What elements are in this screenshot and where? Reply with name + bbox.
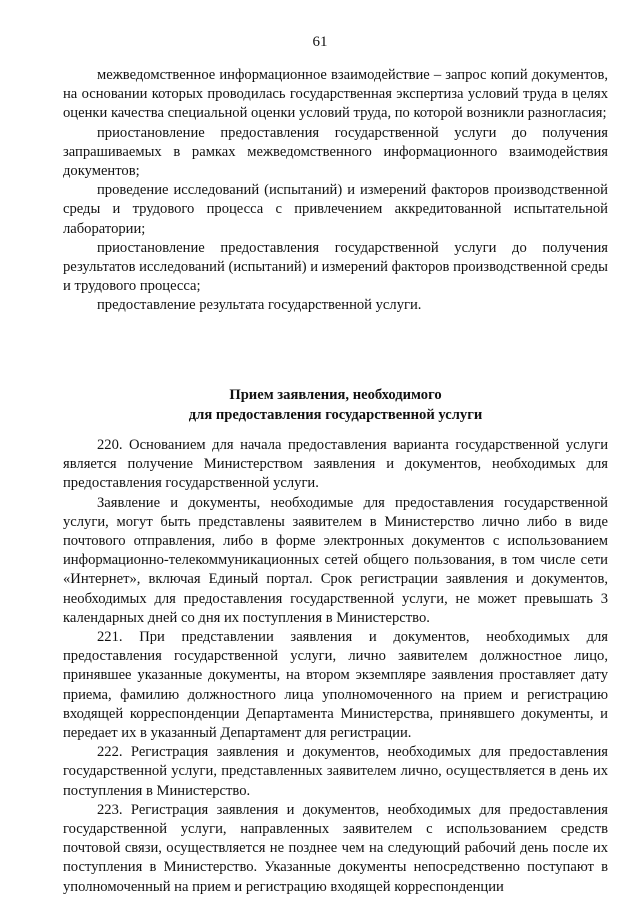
page-number: 61	[312, 34, 328, 50]
list-item: приостановление предоставления государственной услуги до получения запрашиваемых в рамках межведомственного информационного взаимодействия документов;	[63, 124, 608, 180]
list-item: предоставление результата государственной услуги.	[97, 297, 422, 314]
list-item: проведение исследований (испытаний) и измерений факторов производственной среды и трудового процесса с привлечением аккредитованной испытательной лаборатории;	[63, 182, 608, 237]
section-heading-line-2: для предоставления государственной услуги	[188, 406, 483, 423]
paragraph: 223. Регистрация заявления и документов, необходимых для предоставления государственной услуги, направленных заявителем с использованием средств почтовой связи, осуществляется не позднее чем на следующий рабочий день после их поступления в Министерство. Указанные документы непосредственно поступают в уполномоченный на прием и регистрацию входящей корреспонденции	[63, 801, 608, 895]
paragraph: Заявление и документы, необходимые для предоставления государственной услуги, могут быть представлены заявителем в Министерство лично либо в виде почтового отправления, либо в форме электронных документов с использованием информационно-телекоммуникационных сетей общего пользования, в том числе сети «Интернет», включая Единый портал. Срок регистрации заявления и документов, необходимых для предоставления государственной услуги, не может превышать 3 календарных дней со дня их поступления в Министерство.	[63, 494, 608, 626]
section-body	[63, 436, 608, 897]
intro-procedure-list	[63, 66, 608, 316]
paragraph: 220. Основанием для начала предоставления варианта государственной услуги является получение Министерством заявления и документов, необходимых для предоставления государственной услуги.	[63, 437, 608, 492]
list-item: приостановление предоставления государственной услуги до получения результатов исследований (испытаний) и измерений факторов производственной среды и трудового процесса;	[63, 239, 608, 295]
paragraph: 222. Регистрация заявления и документов, необходимых для предоставления государственной услуги, представленных заявителем лично, осуществляется в день их поступления в Министерство.	[63, 744, 608, 799]
section-heading-line-1: Прием заявления, необходимого	[229, 387, 442, 403]
list-item: межведомственное информационное взаимодействие – запрос копий документов, на основании которых проводилась государственная экспертиза условий труда в целях оценки качества специальной оценки условий труда, по которой возникли разногласия;	[63, 67, 608, 122]
paragraph: 221. При представлении заявления и документов, необходимых для предоставления государственной услуги, лично заявителем должностное лицо, принявшее указанные документы, на втором экземпляре заявления проставляет дату приема, фамилию должностного лица уполномоченного на прием и регистрацию входящей корреспонденции Департамента Министерства, принявшего документы, и передает их в указанный Департамент для регистрации.	[63, 629, 608, 742]
section-heading	[63, 386, 608, 425]
